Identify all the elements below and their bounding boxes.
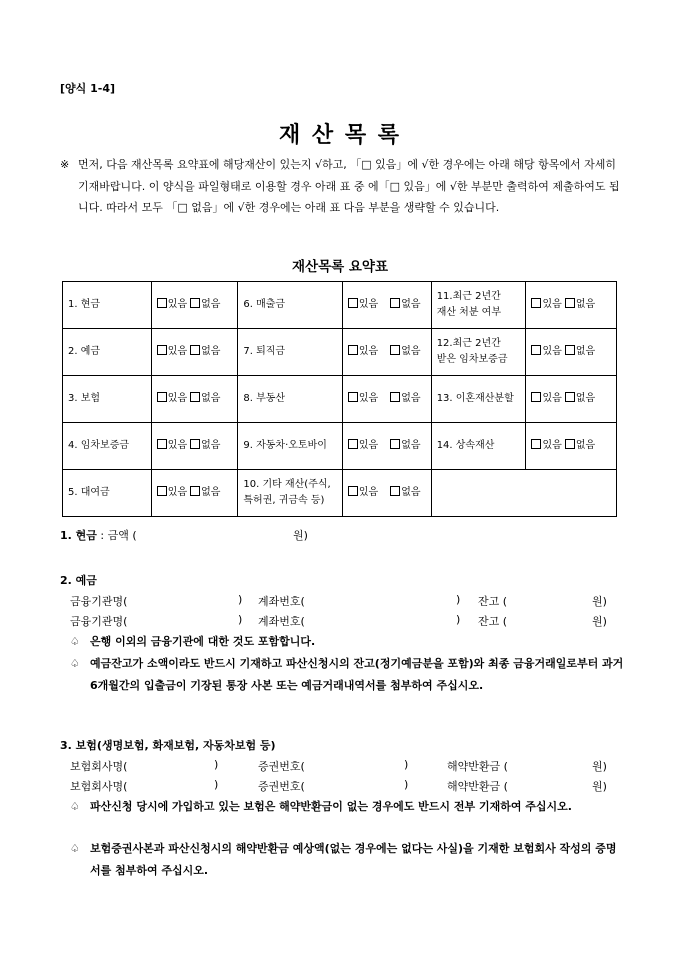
policy-number-field[interactable]: 증권번호( [258, 780, 305, 793]
reference-mark-icon: ※ [60, 158, 70, 171]
checkbox-no[interactable] [390, 298, 400, 308]
account-number-field[interactable]: 계좌번호( [258, 595, 305, 608]
spade-bullet-icon: ♤ [70, 800, 80, 813]
insurance-note-1 [70, 796, 626, 818]
yes-no-checkbox-group[interactable]: 있음 없음 [342, 376, 431, 423]
checkbox-no[interactable] [190, 345, 200, 355]
refund-unit: 원) [592, 780, 607, 793]
summary-table-title: 재산목록 요약표 [292, 259, 388, 275]
checkbox-yes[interactable] [348, 298, 358, 308]
checkbox-no[interactable] [565, 439, 575, 449]
insurer-name-field[interactable]: 보험회사명( [70, 780, 128, 793]
table-row [63, 282, 617, 329]
section-heading-deposit: 2. 예금 [60, 574, 97, 587]
balance-field[interactable]: 잔고 ( [478, 595, 508, 608]
insurance-note-2 [70, 838, 626, 882]
checkbox-yes[interactable] [348, 345, 358, 355]
insurer-name-field[interactable]: 보험회사명( [70, 760, 128, 773]
notice-text: 먼저, 다음 재산목록 요약표에 해당재산이 있는지 √하고, 「□ 있음」에 √한 경우에는 아래 해당 항목에서 자세히 기재바랍니다. 이 양식을 파일형태로 이용할 경우 아래 표 중 에「□ 있음」에 √한 부분만 출력하여 제출하여도 됩니다. 따라서 모두 「□ 없음」에 √한 경우에는 아래 표 다음 부분을 생략할 수 있습니다. [78, 158, 620, 214]
table-row [63, 423, 617, 470]
item-label: 7. 퇴직금 [238, 329, 342, 376]
bank-name-field[interactable]: 금융기관명( [70, 595, 128, 608]
checkbox-yes[interactable] [157, 298, 167, 308]
refund-field[interactable]: 해약반환금 ( [447, 760, 508, 773]
item-label: 11.최근 2년간 재산 처분 여부 [431, 282, 526, 329]
item-label: 12.최근 2년간 받은 임차보증금 [431, 329, 526, 376]
checkbox-no[interactable] [190, 439, 200, 449]
checkbox-yes[interactable] [348, 392, 358, 402]
empty-cell [431, 470, 616, 517]
checkbox-no[interactable] [565, 298, 575, 308]
note-text: 파산신청 당시에 가입하고 있는 보험은 해약반환금이 없는 경우에도 반드시 전부 기재하여 주십시오. [90, 800, 572, 813]
refund-field[interactable]: 해약반환금 ( [447, 780, 508, 793]
insurer-name-close: ) [214, 758, 219, 771]
checkbox-no[interactable] [190, 392, 200, 402]
checkbox-no[interactable] [565, 345, 575, 355]
section-heading-cash: 1. 현금 [60, 529, 97, 542]
item-label: 10. 기타 재산(주식, 특허권, 귀금속 등) [238, 470, 342, 517]
yes-no-checkbox-group[interactable]: 있음 없음 [151, 329, 238, 376]
yes-no-checkbox-group[interactable]: 있음 없음 [526, 282, 617, 329]
page-title: 재 산 목 록 [279, 122, 401, 148]
yes-no-checkbox-group[interactable]: 있음 없음 [342, 282, 431, 329]
table-row [63, 329, 617, 376]
note-text: 예금잔고가 소액이라도 반드시 기재하고 파산신청시의 잔고(정기예금분을 포함)와 최종 금융거래일로부터 과거 6개월간의 입출금이 기장된 통장 사본 또는 예금거래내역서를 첨부하여 주십시오. [90, 657, 624, 692]
item-label: 14. 상속재산 [431, 423, 526, 470]
balance-unit: 원) [592, 595, 607, 608]
checkbox-yes[interactable] [531, 298, 541, 308]
policy-number-close: ) [404, 778, 409, 791]
notice-paragraph [60, 154, 626, 219]
cash-amount-label: : 금액 ( [100, 529, 137, 542]
item-label: 5. 대여금 [63, 470, 152, 517]
checkbox-no[interactable] [390, 392, 400, 402]
policy-number-close: ) [404, 758, 409, 771]
checkbox-yes[interactable] [348, 439, 358, 449]
spade-bullet-icon: ♤ [70, 635, 80, 648]
checkbox-yes[interactable] [531, 345, 541, 355]
checkbox-yes[interactable] [348, 486, 358, 496]
yes-no-checkbox-group[interactable]: 있음 없음 [151, 282, 238, 329]
item-label: 1. 현금 [63, 282, 152, 329]
item-label: 8. 부동산 [238, 376, 342, 423]
item-label: 6. 매출금 [238, 282, 342, 329]
checkbox-no[interactable] [190, 486, 200, 496]
item-label: 13. 이혼재산분할 [431, 376, 526, 423]
yes-no-checkbox-group[interactable]: 있음 없음 [151, 376, 238, 423]
item-label: 2. 예금 [63, 329, 152, 376]
yes-no-checkbox-group[interactable]: 있음 없음 [342, 423, 431, 470]
cash-line [60, 527, 137, 543]
yes-no-checkbox-group[interactable]: 있음 없음 [526, 376, 617, 423]
deposit-note-1 [70, 631, 626, 653]
checkbox-yes[interactable] [531, 392, 541, 402]
yes-no-checkbox-group[interactable]: 있음 없음 [342, 329, 431, 376]
spade-bullet-icon: ♤ [70, 842, 80, 855]
insurer-name-close: ) [214, 778, 219, 791]
policy-number-field[interactable]: 증권번호( [258, 760, 305, 773]
form-number: [양식 1-4] [60, 82, 116, 95]
checkbox-no[interactable] [565, 392, 575, 402]
yes-no-checkbox-group[interactable]: 있음 없음 [151, 423, 238, 470]
table-row [63, 376, 617, 423]
note-text: 보험증권사본과 파산신청시의 해약반환금 예상액(없는 경우에는 없다는 사실)을 기재한 보험회사 작성의 증명서를 첨부하여 주십시오. [90, 842, 617, 877]
table-row [63, 470, 617, 517]
checkbox-no[interactable] [390, 486, 400, 496]
yes-no-checkbox-group[interactable]: 있음 없음 [342, 470, 431, 517]
yes-no-checkbox-group[interactable]: 있음 없음 [526, 423, 617, 470]
section-heading-insurance: 3. 보험(생명보험, 화재보험, 자동차보험 등) [60, 739, 276, 752]
checkbox-no[interactable] [390, 345, 400, 355]
yes-no-checkbox-group[interactable]: 있음 없음 [526, 329, 617, 376]
checkbox-yes[interactable] [157, 439, 167, 449]
bank-name-close: ) [238, 613, 243, 626]
checkbox-yes[interactable] [157, 486, 167, 496]
checkbox-no[interactable] [390, 439, 400, 449]
account-number-field[interactable]: 계좌번호( [258, 615, 305, 628]
checkbox-no[interactable] [190, 298, 200, 308]
checkbox-yes[interactable] [157, 345, 167, 355]
item-label: 4. 임차보증금 [63, 423, 152, 470]
item-label: 3. 보험 [63, 376, 152, 423]
item-label: 9. 자동차·오토바이 [238, 423, 342, 470]
deposit-note-2 [70, 653, 626, 697]
refund-unit: 원) [592, 760, 607, 773]
cash-unit: 원) [293, 529, 308, 542]
yes-no-checkbox-group[interactable]: 있음 없음 [151, 470, 238, 517]
summary-table [62, 281, 617, 517]
account-number-close: ) [456, 613, 461, 626]
bank-name-field[interactable]: 금융기관명( [70, 615, 128, 628]
bank-name-close: ) [238, 593, 243, 606]
note-text: 은행 이외의 금융기관에 대한 것도 포함합니다. [90, 635, 316, 648]
account-number-close: ) [456, 593, 461, 606]
balance-field[interactable]: 잔고 ( [478, 615, 508, 628]
checkbox-yes[interactable] [531, 439, 541, 449]
spade-bullet-icon: ♤ [70, 657, 80, 670]
balance-unit: 원) [592, 615, 607, 628]
checkbox-yes[interactable] [157, 392, 167, 402]
